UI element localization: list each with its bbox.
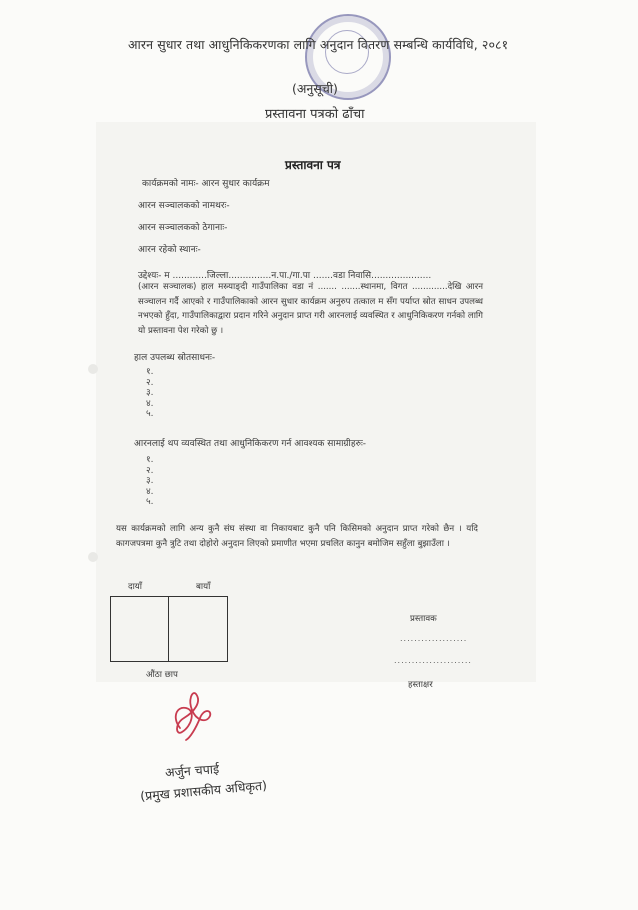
resources-list [146, 367, 154, 420]
needs-heading: आरनलाई थप व्यवस्थित तथा आधुनिकिकरण गर्न आवश्यक सामाग्रीहरुः- [134, 439, 367, 449]
thumb-right-label: दायाँ [128, 582, 142, 592]
proposer-signature-line: ...................... [394, 656, 472, 665]
operator-name-field: आरन सञ्चालकको नामथरः- [138, 201, 230, 211]
punch-hole [88, 552, 98, 562]
officer-title: (प्रमुख प्रशासकीय अधिकृत) [139, 777, 268, 804]
purpose-paragraph: (आरन सञ्चालक) हाल मस्र्याङ्दी गाउँपालिका वडा नं ....... .......स्थानमा, विगत .............देखि आरन सञ्चालन गर्दै आएको र गाउँपालिकाको आरन सुधार कार्यक्रम अनुरुप तत्काल म सँग पर्याप्त स्रोत साधन उपलब्ध नभएको हुँदा, गाउँपालिकाद्वारा प्रदान गरिने अनुदान प्राप्त गरी आरनलाई व्यवस्थित र आधुनिकिकरण गर्नको लागि यो प्रस्तावना पेश गरेको छु । [138, 282, 483, 336]
list-item: ५. [146, 409, 154, 420]
list-item: १. [146, 367, 154, 377]
document-title: आरन सुधार तथा आधुनिकिकरणका लागि अनुदान वितरण सम्बन्धि कार्यविधि, २०८१ [128, 37, 509, 52]
list-item: ३. [146, 476, 154, 487]
resources-heading: हाल उपलब्ध स्रोतसाधनः- [134, 353, 216, 363]
list-item: ४. [146, 398, 154, 409]
program-name-field: कार्यक्रमको नामः- आरन सुधार कार्यक्रम [142, 179, 270, 189]
officer-signature [166, 688, 216, 744]
format-title: प्रस्तावना पत्रको ढाँचा [265, 107, 365, 122]
declaration-paragraph: यस कार्यक्रमको लागि अन्य कुनै संघ संस्था वा निकायबाट कुनै पनि किसिमको अनुदान प्राप्त गरेको छैन । यदि कागजपत्रमा कुनै त्रुटि तथा दोहोरो अनुदान लिएको प्रमाणीत भएमा प्रचलित कानुन बमोजिम सहुँला बुझाउँला । [116, 524, 478, 549]
list-item: १. [146, 455, 154, 465]
list-item: ३. [146, 388, 154, 399]
list-item: ५. [146, 497, 154, 508]
purpose-lead-line: उद्देश्यः- म ............जिल्ला...............न.पा./गा.पा .......वडा निवासि..................... [138, 271, 432, 281]
list-item: २. [146, 465, 154, 476]
annex-label: (अनुसूची) [292, 81, 338, 96]
operator-address-field: आरन सञ्चालकको ठेगानाः- [138, 223, 228, 233]
thumbprint-box-divider [168, 596, 169, 662]
signature-label: हस्ताक्षर [408, 680, 433, 690]
punch-hole [88, 364, 98, 374]
proposer-name-line: ................... [400, 634, 468, 643]
needs-list [146, 455, 154, 508]
letter-title: प्रस्तावना पत्र [285, 158, 341, 172]
thumb-left-label: बायाँ [196, 582, 211, 592]
aaran-location-field: आरन रहेको स्थानः- [138, 245, 201, 255]
officer-name: अर्जुन चपाई [164, 761, 220, 780]
list-item: २. [146, 377, 154, 388]
proposer-label: प्रस्तावक [410, 614, 437, 624]
thumbprint-label: औंठा छाप [146, 670, 178, 680]
list-item: ४. [146, 486, 154, 497]
